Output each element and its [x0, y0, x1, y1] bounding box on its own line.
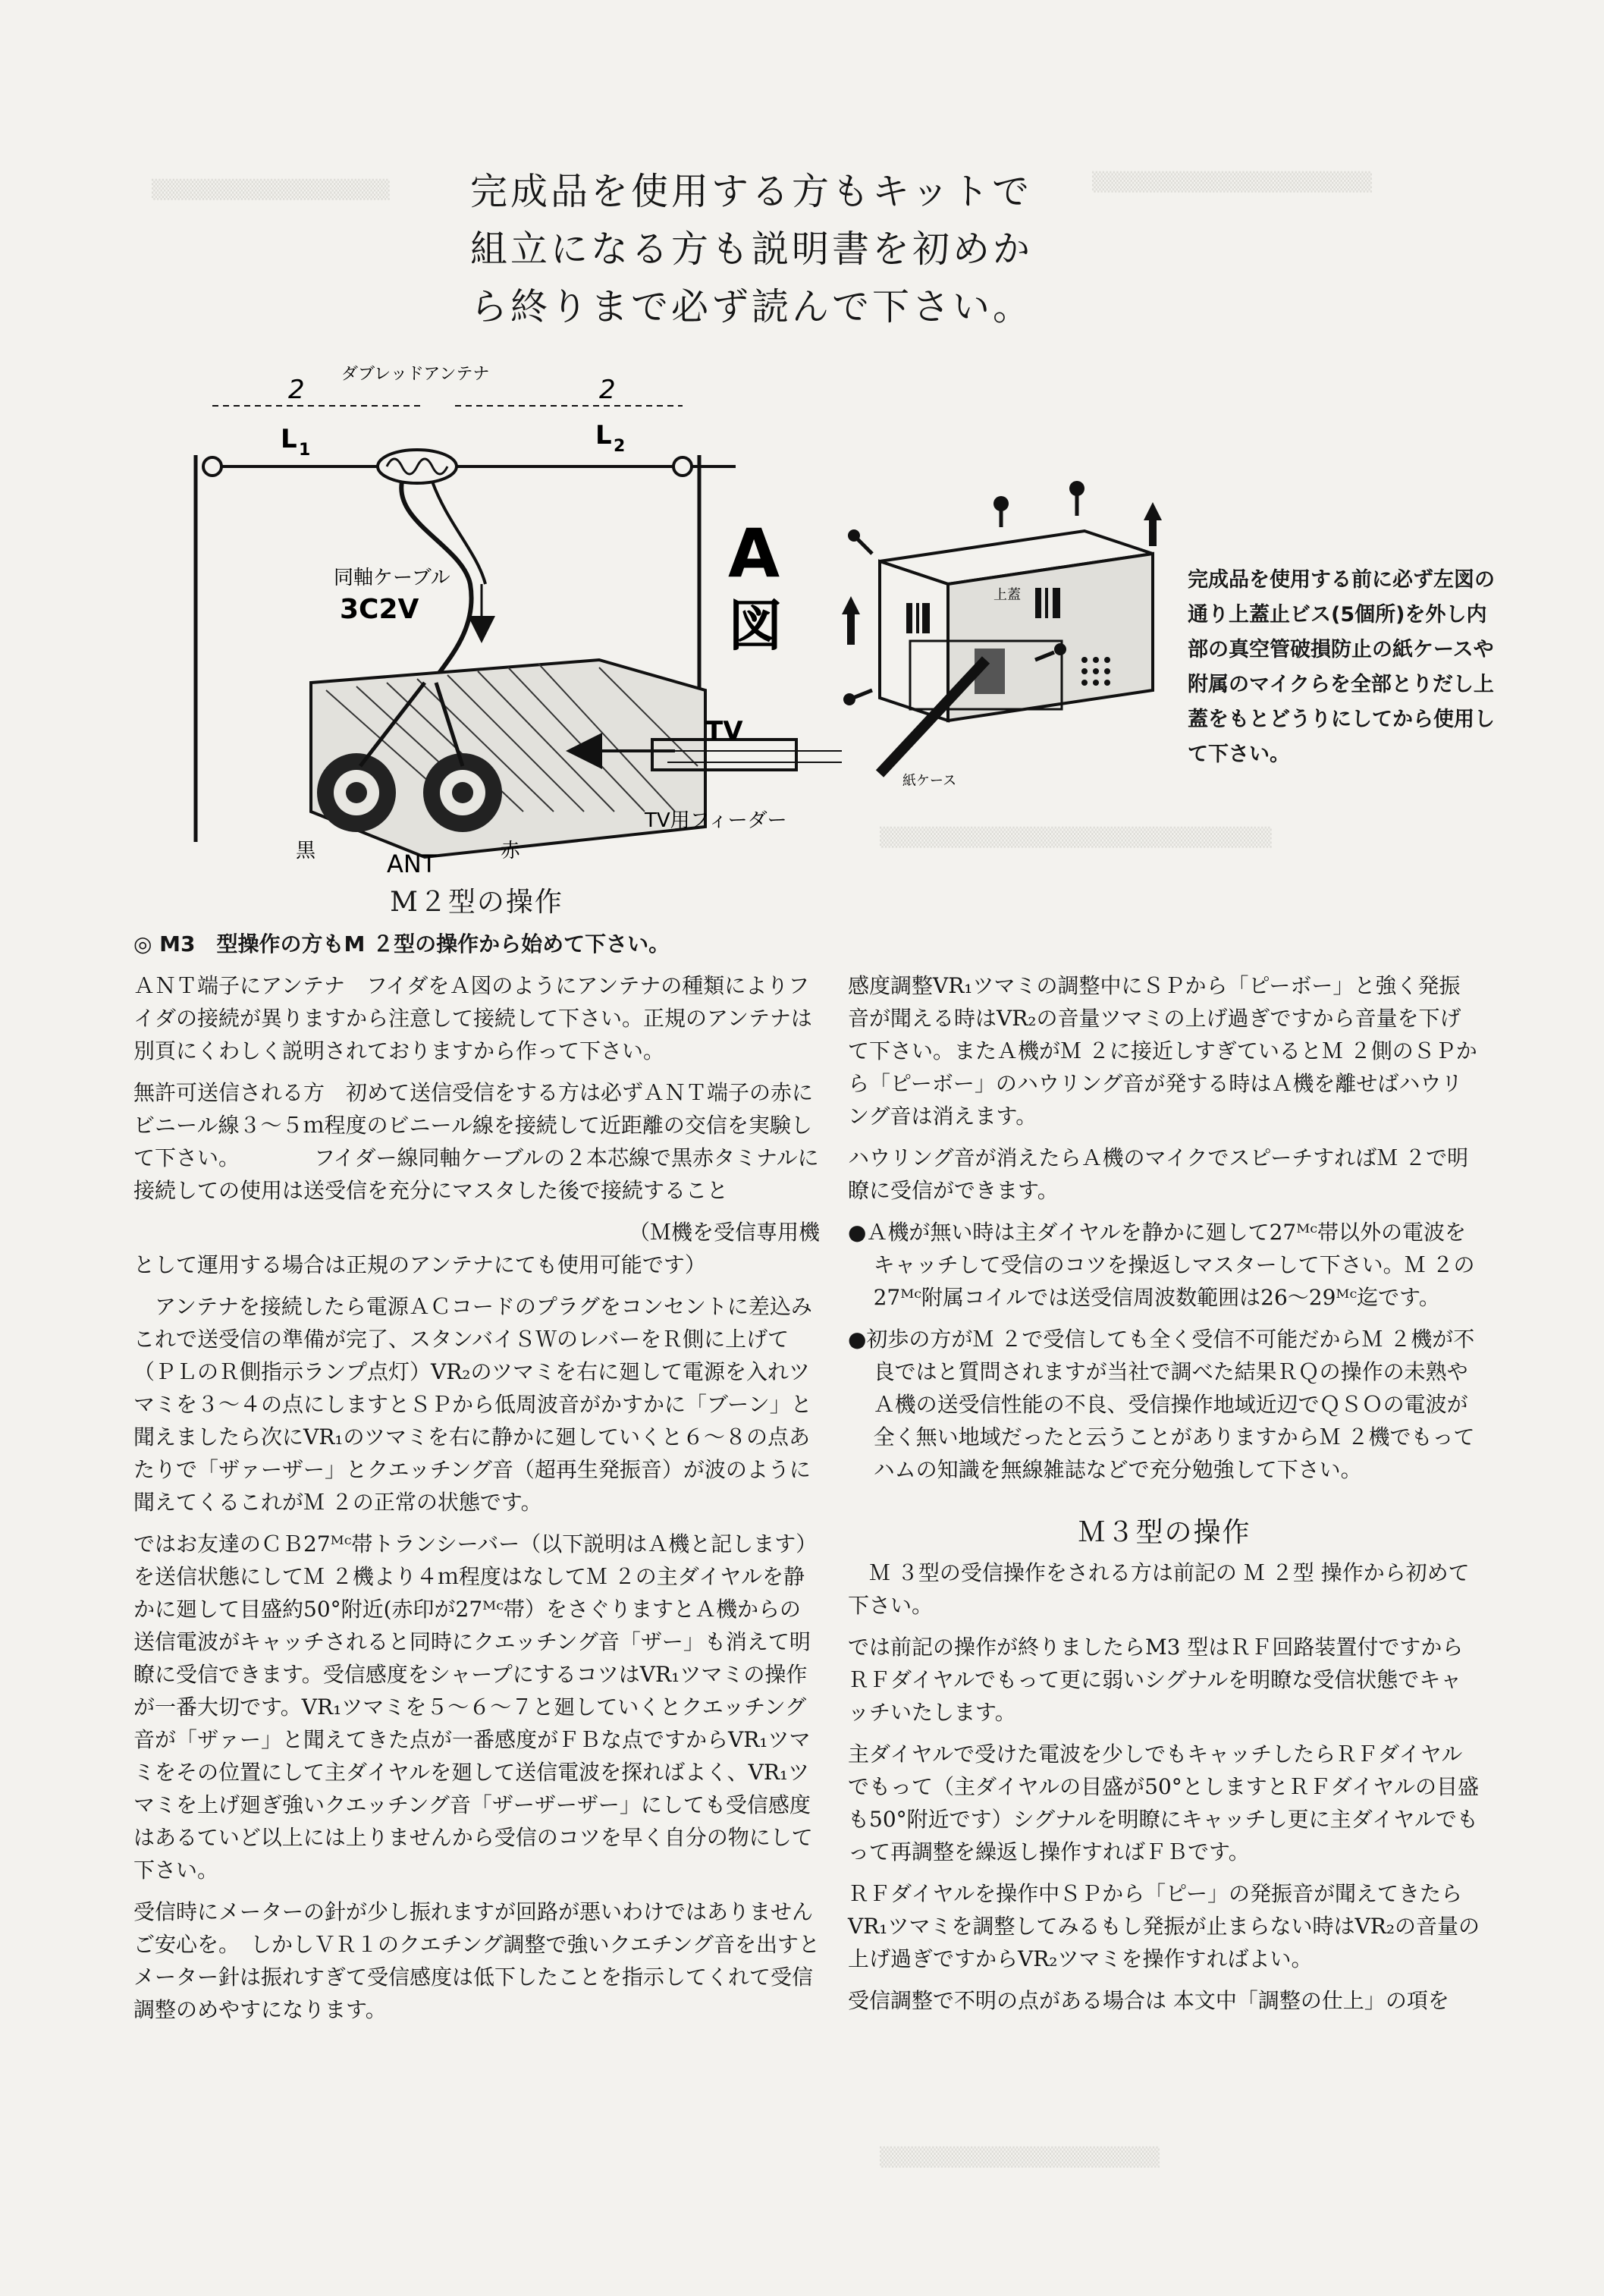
paragraph: ではお友達のＣＢ27ᴹᶜ帯トランシーバー（以下説明はＡ機と記します）を送信状態にしてＭ ２機より４ｍ程度はなしてＭ ２の主ダイヤルを静かに廻して目盛約50°附近(赤印が27ᴹᶜ帯）をさぐりますとＡ機からの送信電波がキャッチされると同時にクエッチング音「ザー」も消えて明瞭に受信できます。受信感度をシャープにするコツはVR₁ツマミの操作が一番大切です。VR₁ツマミを５～６～７と廻していくとクエッチング音が「ザァー」と聞えてきた点が一番感度がＦＢな点ですからVR₁ツマミをその位置にして主ダイヤルを廻して送信電波を探ればよく、VR₁ツマミを上げ廻ぎ強いクエッチング音「ザーザーザー」にしても受信感度はあるていど以上には上りませんから受信のコツを早く自分の物にして下さい。 — [133, 1531, 818, 1883]
tv-feeder-label: TV用フィーダー — [645, 809, 787, 832]
black-terminal-label: 黒 — [296, 840, 316, 862]
svg-text:2: 2 — [288, 375, 305, 405]
right-column — [848, 969, 1481, 2026]
show-through-texture: ▒▒▒▒▒▒▒▒▒▒▒▒▒▒▒▒▒ — [152, 179, 390, 200]
doublet-antenna-label: ダブレッドアンテナ — [341, 365, 490, 384]
title-line: 組立になる方も説明書を初めか — [470, 228, 1034, 271]
paragraph: では前記の操作が終りましたらM3 型はＲＦ回路装置付ですからＲＦダイヤルでもって更に弱いシグナルを明瞭な受信状態でキャッチいたします。 — [848, 1635, 1464, 1725]
bullet-item: ●Ａ機が無い時は主ダイヤルを静かに廻して27ᴹᶜ帯以外の電波をキャッチして受信のコツを操返しマスターして下さい。Ｍ ２の27ᴹᶜ附属コイルでは送受信周波数範囲は26～29ᴹᶜ迄です。 — [848, 1220, 1475, 1310]
svg-text:1: 1 — [299, 441, 311, 460]
m3-start-note: ◎ M3 型操作の方もM ２型の操作から始めて下さい。 — [133, 931, 670, 956]
show-through-texture: ▒▒▒▒▒▒▒▒▒▒▒▒▒▒▒▒▒▒▒▒ — [880, 2147, 1160, 2168]
paragraph: Ｍ ３型の受信操作をされる方は前記の Ｍ ２型 操作から初めて下さい。 — [848, 1560, 1470, 1618]
paragraph: 受信調整で不明の点がある場合は 本文中「調整の仕上」の項を — [848, 1988, 1449, 2013]
left-column — [133, 886, 820, 2035]
figure-a-letter: A — [728, 514, 780, 592]
coax-type-label: 3C2V — [340, 594, 419, 625]
paper-case-label: 紙ケース — [902, 773, 957, 789]
show-through-texture: ▒▒▒▒▒▒▒▒▒▒▒▒▒▒▒▒▒▒▒▒ — [1092, 171, 1373, 193]
svg-text:2: 2 — [599, 375, 616, 405]
l1-label: L — [281, 424, 297, 454]
top-cover-label: 上蓋 — [993, 587, 1021, 603]
paragraph: 受信時にメーターの針が少し振れますが回路が悪いわけではありませんご安心を。 しかしＶＲ１のクエチング調整で強いクエチング音を出すとメーター針は振れすぎて受信感度は低下したことを指示してくれて受信調整のめやすになります。 — [133, 1899, 820, 2022]
cover-removal-note: 完成品を使用する前に必ず左図の通り上蓋止ビス(5個所)を外し内部の真空管破損防止の紙ケースや附属のマイクらを全部とりだし上蓋をもとどうりにしてから使用して下さい。 — [1188, 568, 1495, 766]
bullet-item: ●初歩の方がＭ ２で受信しても全く受信不可能だからＭ ２機が不良ではと質問されますが当社で調べた結果ＲＱの操作の未熟やＡ機の送受信性能の不良、受信操作地域近辺でＱＳＯの電波が全く無い地域だったと云うことがありますからＭ ２機でもってハムの知識を無線雑誌などで充分勉強して下さい。 — [848, 1327, 1475, 1482]
cover-removal-diagram — [834, 470, 1183, 796]
paragraph: ＲＦダイヤルを操作中ＳＰから「ピー」の発振音が聞えてきたらVR₁ツマミを調整してみるもし発振が止まらない時はVR₂の音量の上げ過ぎですからVR₂ツマミを操作すればよい。 — [848, 1881, 1480, 1971]
paragraph: 無許可送信される方 初めて送信受信をする方は必ずＡＮＴ端子の赤にビニール線３～５ｍ程度のビニール線を接続して近距離の交信を実験して下さい。 フイダー線同軸ケーブルの２本芯線で黒赤タミナルに接続しての使用は送受信を充分にマスタした後で接続すること — [133, 1080, 819, 1203]
l2-label: L — [595, 420, 612, 451]
title-line: 完成品を使用する方もキットで — [470, 170, 1033, 213]
paragraph: として運用する場合は正規のアンテナにても使用可能です） — [133, 1252, 706, 1277]
paragraph: ＡＮＴ端子にアンテナ フイダをＡ図のようにアンテナの種類によりフイダの接続が異りますから注意して接続して下さい。正規のアンテナは別頁にくわしく説明されておりますから作って下さい。 — [133, 973, 812, 1063]
title-line: ら終りまで必ず読んで下さい。 — [470, 285, 1034, 328]
show-through-texture: ▒▒▒▒▒▒▒▒▒▒▒▒▒▒▒▒▒▒▒▒▒▒▒▒▒▒▒▒ — [880, 827, 1272, 848]
paragraph: 感度調整VR₁ツマミの調整中にＳＰから「ピーボー」と強く発振音が聞える時はVR₂の音量ツマミの上げ過ぎですから音量を下げて下さい。またＡ機がＭ ２に接近しすぎているとＭ ２側のＳＰから「ピーボー」のハウリング音が発する時はＡ機を離せばハウリング音は消えます。 — [848, 973, 1477, 1129]
paragraph: 主ダイヤルで受けた電波を少しでもキャッチしたらＲＦダイヤルでもって（主ダイヤルの目盛が50°としますとＲＦダイヤルの目盛も50°附近です）シグナルを明瞭にキャッチし更に主ダイヤルでもって再調整を繰返し操作すればＦＢです。 — [848, 1742, 1479, 1864]
figure-a-kanji: 図 — [728, 594, 783, 658]
m3-operation-heading: Ｍ３型の操作 — [1078, 1517, 1251, 1548]
tv-label: TV — [705, 716, 743, 746]
red-terminal-label: 赤 — [501, 840, 521, 862]
ant-terminal-label: ANT — [387, 850, 437, 878]
antenna-connection-diagram — [174, 356, 842, 880]
svg-text:2: 2 — [614, 437, 626, 456]
paragraph: アンテナを接続したら電源ＡＣコードのプラグをコンセントに差込みこれで送受信の準備が完了、スタンバイＳＷのレバーをＲ側に上げて（ＰＬのＲ側指示ランプ点灯）VR₂のツマミを右に廻して電源を入れツマミを３～４の点にしますとＳＰから低周波音がかすかに「ブーン」と聞えましたら次にVR₁のツマミを右に静かに廻していくと６～８の点あたりで「ザァーザー」とクエッチング音（超再生発振音）が波のように聞えてくるこれがＭ ２の正常の状態です。 — [133, 1294, 812, 1515]
paragraph: （Ｍ機を受信専用機 — [628, 1220, 820, 1245]
paragraph: ハウリング音が消えたらＡ機のマイクでスピーチすればＭ ２で明瞭に受信ができます。 — [848, 1145, 1469, 1203]
m2-operation-heading: M２型の操作 — [390, 887, 563, 918]
page-title — [470, 163, 1153, 336]
coax-cable-label: 同軸ケーブル — [334, 567, 450, 589]
